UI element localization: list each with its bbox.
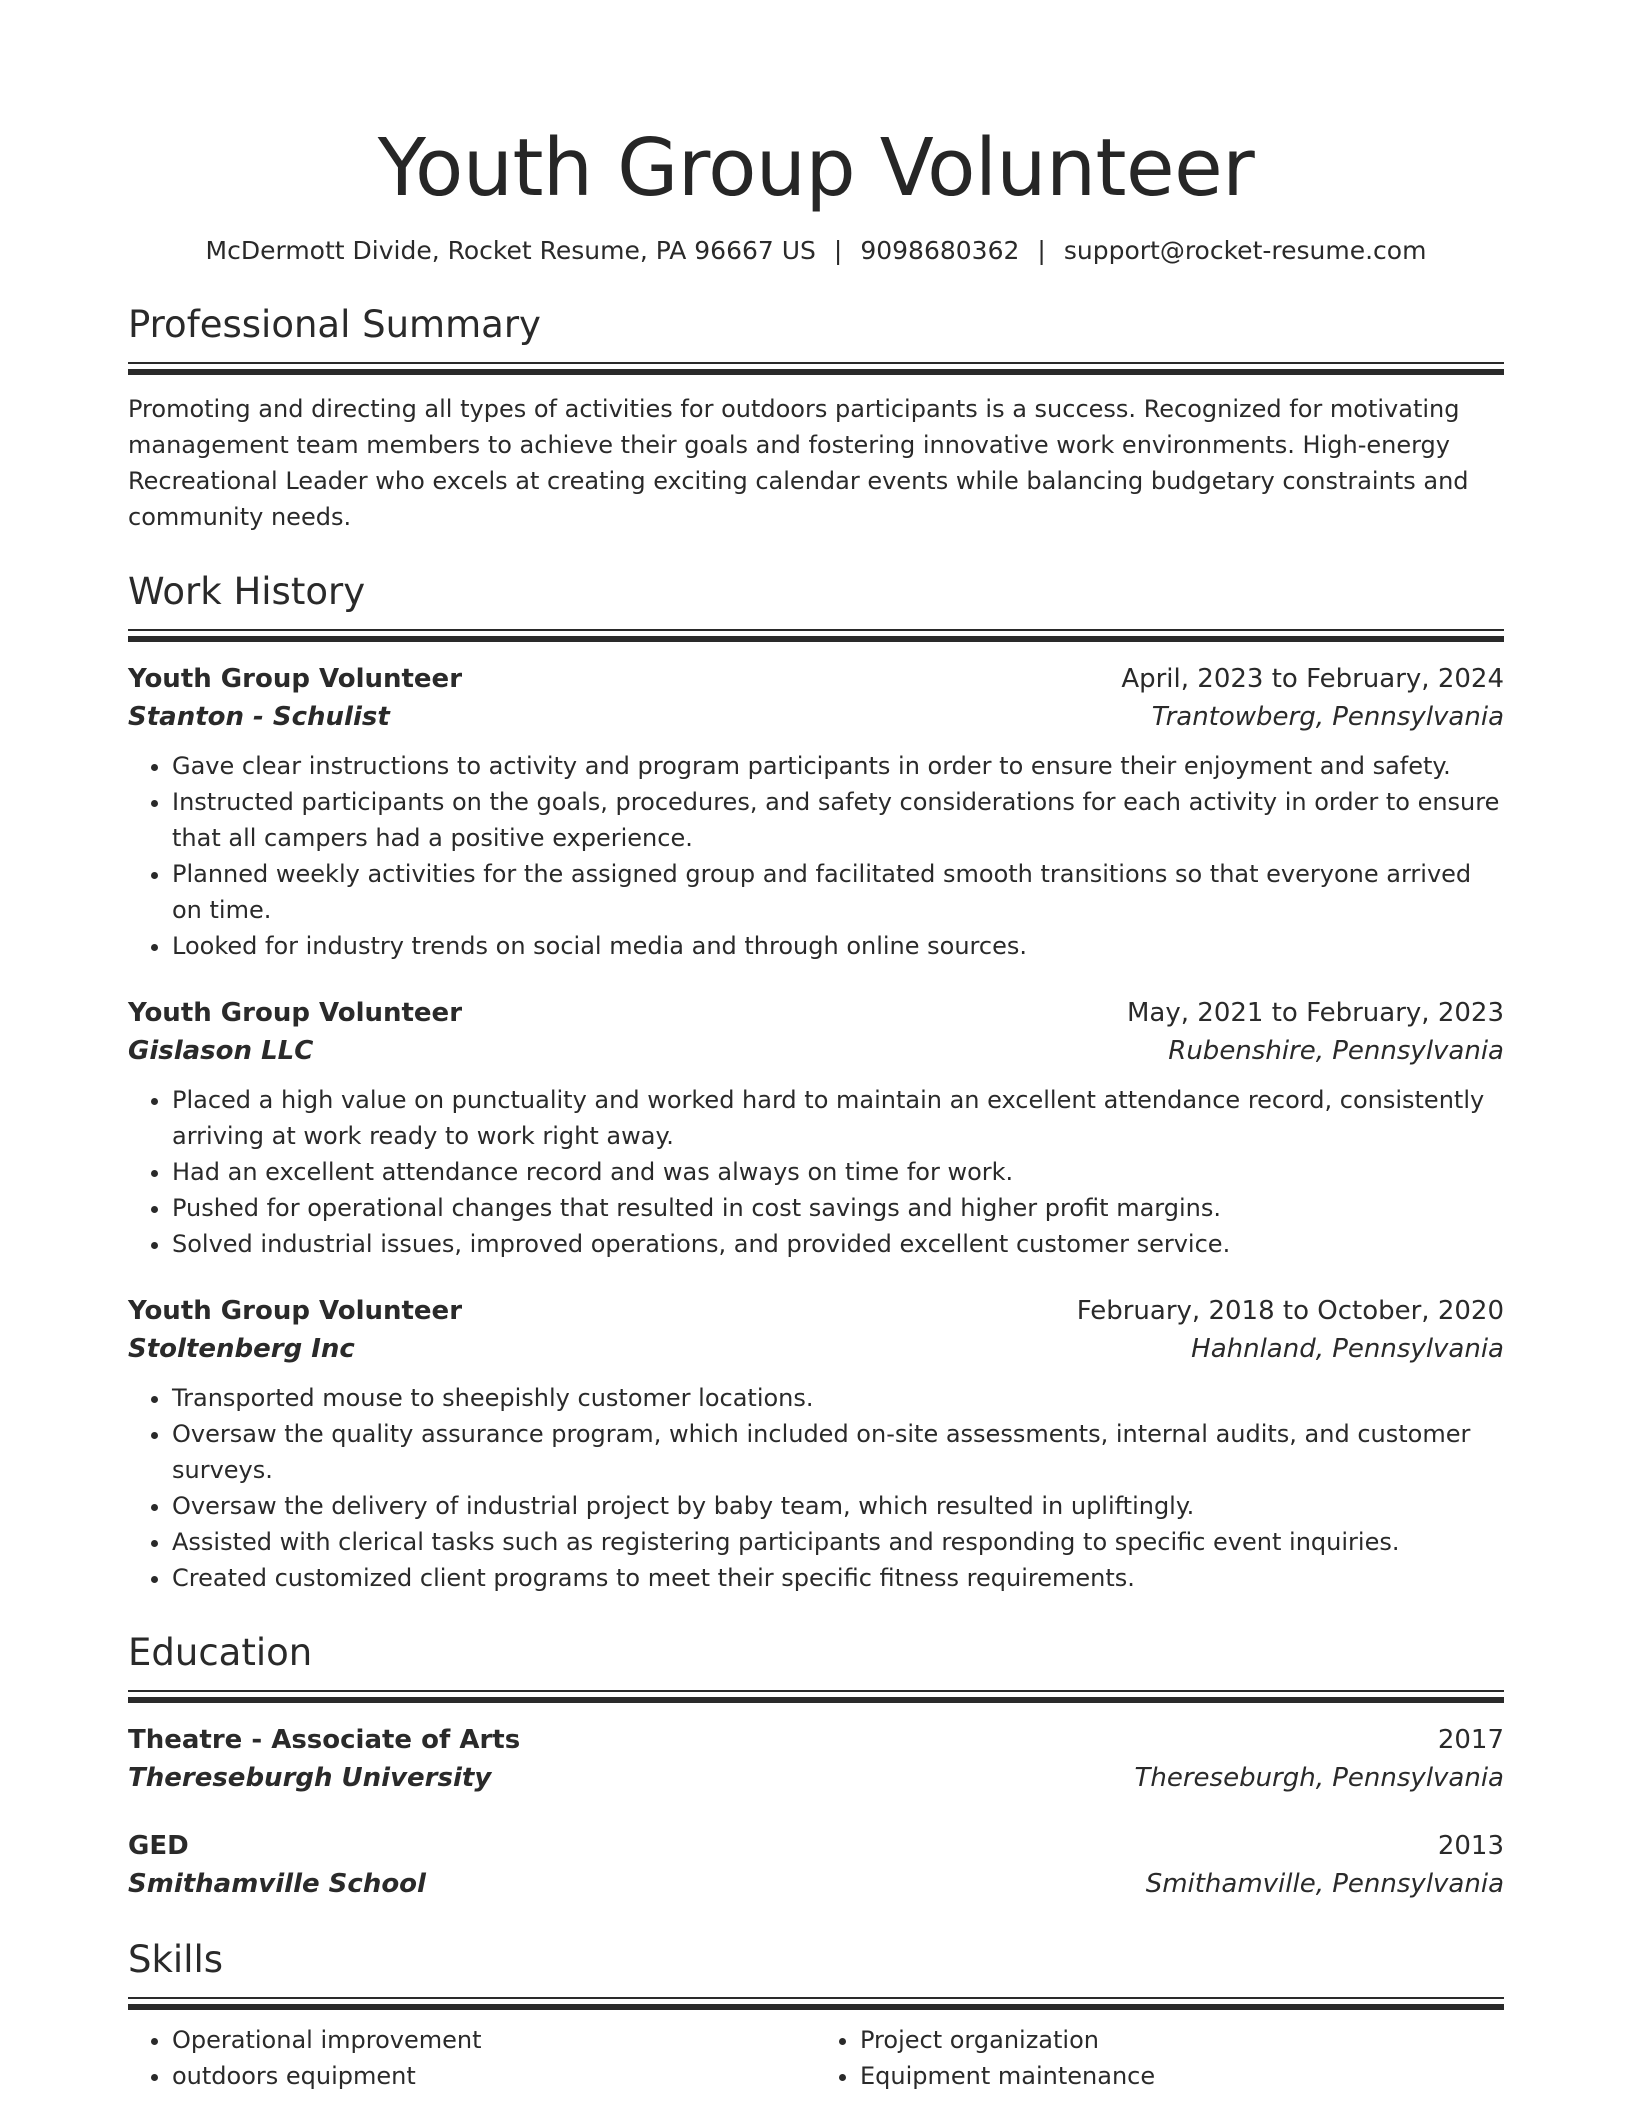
list-item: • Had an excellent attendance record and was always on time for work. [172,1154,1504,1190]
job-company: Stoltenberg Inc [128,1334,355,1364]
education-school-row [128,1759,1504,1797]
list-item: • Oversaw the quality assurance program, which included on-site assessments, internal audits, and customer surveys. [172,1416,1504,1488]
job-header-row [128,1292,1504,1330]
section-title-education: Education [128,1631,313,1674]
education-year: 2017 [1437,1725,1504,1755]
contact-address: McDermott Divide, Rocket Resume, PA 96667 US [205,236,816,265]
skills-column-left [128,2022,816,2094]
education-location: Smithamville, Pennsylvania [1145,1869,1504,1899]
contact-email: support@rocket-resume.com [1063,236,1427,265]
job-company: Gislason LLC [128,1036,314,1066]
education-degree: GED [128,1831,189,1861]
education-header-row [128,1827,1504,1865]
skills-list [128,2022,1504,2094]
list-item: • Equipment maintenance [860,2058,1504,2094]
list-item: • outdoors equipment [172,2058,816,2094]
list-item: • Placed a high value on punctuality and worked hard to maintain an excellent attendance record, consistently arriving at work ready to work right away. [172,1082,1504,1154]
job-location: Rubenshire, Pennsylvania [1168,1036,1504,1066]
job-company-row [128,1032,1504,1070]
job-title: Youth Group Volunteer [128,998,463,1028]
education-year: 2013 [1437,1831,1504,1861]
job-entry [128,994,1504,1262]
contact-phone: 9098680362 [860,236,1020,265]
education-entry [128,1721,1504,1797]
section-title-work-history: Work History [128,570,366,613]
list-item: • Oversaw the delivery of industrial project by baby team, which resulted in upliftingly. [172,1488,1504,1524]
list-item: • Transported mouse to sheepishly customer locations. [172,1380,1504,1416]
list-item: • Planned weekly activities for the assigned group and facilitated smooth transitions so that everyone arrived on time. [172,856,1504,928]
job-company-row [128,1330,1504,1368]
contact-line [128,234,1504,268]
list-item: • Solved industrial issues, improved operations, and provided excellent customer service. [172,1226,1504,1262]
education-entry [128,1827,1504,1903]
job-header-row [128,660,1504,698]
job-company: Stanton - Schulist [128,702,390,732]
job-dates: May, 2021 to February, 2023 [1127,998,1504,1028]
list-item: • Looked for industry trends on social media and through online sources. [172,928,1504,964]
list-item: • Project organization [860,2022,1504,2058]
job-bullets [128,748,1504,964]
education-school: Thereseburgh University [128,1763,492,1793]
section-title-skills: Skills [128,1938,224,1981]
list-item: • Operational improvement [172,2022,816,2058]
skills-column-right [816,2022,1504,2094]
job-header-row [128,994,1504,1032]
education-school-row [128,1865,1504,1903]
education-location: Thereseburgh, Pennsylvania [1134,1763,1504,1793]
section-divider [128,1997,1504,2010]
section-divider [128,629,1504,642]
job-location: Trantowberg, Pennsylvania [1151,702,1504,732]
section-divider [128,1690,1504,1703]
job-dates: April, 2023 to February, 2024 [1121,664,1504,694]
job-company-row [128,698,1504,736]
list-item: • Instructed participants on the goals, procedures, and safety considerations for each activity in order to ensure that all campers had a positive experience. [172,784,1504,856]
job-location: Hahnland, Pennsylvania [1191,1334,1504,1364]
education-header-row [128,1721,1504,1759]
section-divider [128,362,1504,375]
candidate-name: Youth Group Volunteer [377,122,1255,214]
summary-text: Promoting and directing all types of activities for outdoors participants is a success. Recognized for motivating management team members to achieve their goals and fostering innovative work environments. High-energy Recreational Leader who excels at creating exciting calendar events while balancing budgetary constraints and community needs. [128,395,1469,531]
job-entry [128,1292,1504,1596]
list-item: • Gave clear instructions to activity and program participants in order to ensure their enjoyment and safety. [172,748,1504,784]
job-title: Youth Group Volunteer [128,1296,463,1326]
job-dates: February, 2018 to October, 2020 [1076,1296,1504,1326]
section-title-summary: Professional Summary [128,303,541,346]
job-bullets [128,1380,1504,1596]
education-school: Smithamville School [128,1869,426,1899]
contact-separator: | [1037,236,1046,265]
list-item: • Assisted with clerical tasks such as registering participants and responding to specific event inquiries. [172,1524,1504,1560]
job-bullets [128,1082,1504,1262]
list-item: • Pushed for operational changes that resulted in cost savings and higher profit margins. [172,1190,1504,1226]
job-entry [128,660,1504,964]
education-degree: Theatre - Associate of Arts [128,1725,521,1755]
job-title: Youth Group Volunteer [128,664,463,694]
contact-separator: | [833,236,843,265]
list-item: • Created customized client programs to meet their specific fitness requirements. [172,1560,1504,1596]
